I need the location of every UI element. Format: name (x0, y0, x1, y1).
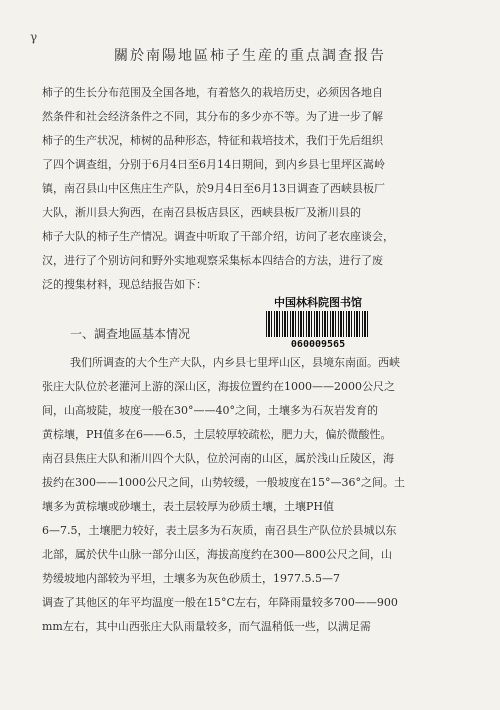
text-line: 泛的搜集材料，现总结报告如下： (42, 278, 207, 291)
text-line: 南召县焦庄大队和淅川四个大队，位於河南的山区，属於浅山丘陵区，海 (42, 452, 394, 465)
text-line: 镇，南召县山中区焦庄生产队，於9月4日至6月13日调查了西峡县板厂 (42, 182, 385, 195)
text-line: 了四个调查组，分别于6月4日至6月14日期间，到内乡县七里坪区嵩岭 (42, 158, 385, 171)
section-heading: 一、調查地區基本情况 (70, 327, 191, 341)
text-line: 张庄大队位於老灌河上游的深山区，海拔位置约在1000——2000公尺之 (42, 380, 395, 393)
text-line: 然条件和社会经济条件之不同，其分布的多少亦不等。为了进一步了解 (42, 110, 383, 123)
text-line: 汉，进行了个别访问和野外实地观察采集标本四结合的方法，进行了废 (42, 254, 383, 267)
text-line: 壤多为黄棕壤或砂壤土，表土层较厚为砂质土壤，土壤PH值 (42, 500, 334, 513)
text-line: 势缓坡地内部较为平坦，土壤多为灰色砂质土，1977.5.5—7 (42, 572, 340, 585)
text-line: 调查了其他区的年平均温度一般在15°C左右，年降雨量较多700——900 (42, 596, 398, 609)
margin-mark: γ (30, 30, 38, 44)
stamp-barcode-number: 060009565 (290, 339, 346, 350)
library-stamp (258, 294, 378, 356)
text-line: 我们所调查的大个生产大队，内乡县七里坪山区，县境东南面。西峡 (70, 356, 400, 369)
text-line: mm左右，其中山西张庄大队雨量较多，而气温稍低一些，以满足需 (42, 620, 371, 633)
text-line: 北部，属於伏牛山脉一部分山区，海拔高度约在300—800公尺之间，山 (42, 548, 392, 561)
text-line: 大队，淅川县大狗西，在南召县板店县区，西峡县板厂及淅川县的 (42, 206, 361, 219)
text-line: 柿子的生产状况，柿树的品种形态，特征和栽培技术，我们于先后组织 (42, 134, 383, 147)
barcode (266, 311, 370, 337)
document-title: 關於南陽地區柿子生産的重点調查报告 (114, 48, 386, 64)
text-line: 6—7.5，土壤肥力较好，表土层多为石灰质，南召县生产队位於县城以东 (42, 524, 397, 537)
text-line: 间，山高坡陡，坡度一般在30°——40°之间，土壤多为石灰岩发育的 (42, 404, 378, 417)
text-line: 柿子的生长分布范围及全国各地，有着悠久的栽培历史，必须因各地自 (42, 86, 383, 99)
text-line: 柿子大队的柿子生产情况。调查中听取了干部介绍，访问了老农座谈会， (42, 230, 394, 243)
text-line: 拔约在300——1000公尺之间，山势较缓，一般坡度在15°—36°之间。土 (42, 476, 405, 489)
stamp-library-name: 中国林科院图书馆 (274, 296, 362, 309)
text-line: 黄棕壤，PH值多在6——6.5，土层较厚较疏松，肥力大，偏於微酸性。 (42, 428, 392, 441)
